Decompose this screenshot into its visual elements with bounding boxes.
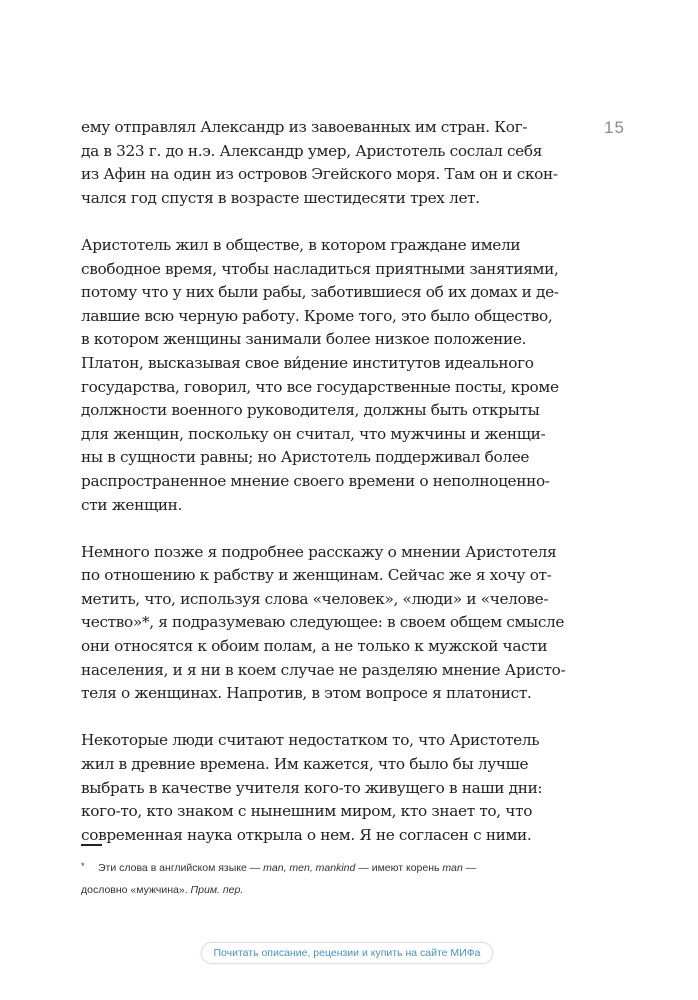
text-line: Аристотель жил в обществе, в котором граждане имели [81, 235, 521, 254]
text-line: распространенное мнение своего времени о неполноценно- [81, 471, 550, 490]
paragraph [81, 234, 559, 517]
text-line: из Афин на один из островов Эгейского моря. Там он и скон- [81, 165, 558, 184]
text-line: жил в древние времена. Им кажется, что было бы лучше [81, 755, 529, 774]
footnote-line-1 [81, 855, 551, 879]
text-line: для женщин, поскольку он считал, что мужчины и женщи- [81, 424, 546, 443]
text-line: Некоторые люди считают недостатком то, что Аристотель [81, 731, 540, 750]
translator-note: Прим. пер. [190, 884, 244, 896]
text-line: Немного позже я подробнее расскажу о мнении Аристотеля [81, 542, 557, 561]
text-line: свободное время, чтобы насладиться приятными занятиями, [81, 259, 559, 278]
footnote-text: дословно «мужчина». [81, 884, 191, 896]
text-line: они относятся к обоим полам, а не только к мужской части [81, 637, 548, 656]
footnote-text: — [462, 862, 477, 874]
text-line: должности военного руководителя, должны быть открыты [81, 401, 540, 420]
text-line: да в 323 г. до н.э. Александр умер, Аристотель сослал себя [81, 141, 543, 160]
text-line: в котором женщины занимали более низкое положение. [81, 330, 527, 349]
text-line: сти женщин. [81, 495, 183, 514]
text-line: лавшие всю черную работу. Кроме того, это было общество, [81, 306, 553, 325]
footnote-text: — имеют корень [355, 862, 443, 874]
text-line: ны в сущности равны; но Аристотель поддерживал более [81, 448, 530, 467]
text-line: теля о женщинах. Напротив, в этом вопросе я платонист. [81, 684, 532, 703]
paragraph [81, 116, 558, 210]
footnote [81, 855, 551, 901]
paragraph [81, 541, 566, 706]
footnote-line-2 [81, 879, 551, 901]
text-line: чество»*, я подразумеваю следующее: в своем общем смысле [81, 613, 565, 632]
footnote-text: Эти слова в английском языке — [98, 862, 264, 874]
text-line: метить, что, используя слова «человек», «люди» и «челове- [81, 589, 549, 608]
text-line: чался год спустя в возрасте шестидесяти трех лет. [81, 188, 480, 207]
text-line: Платон, высказывая свое ви́дение институтов идеального [81, 353, 534, 372]
store-link-button[interactable]: Почитать описание, рецензии и купить на сайте МИФа [201, 942, 493, 964]
text-line: потому что у них были рабы, заботившиеся об их домах и де- [81, 283, 559, 302]
text-line: государства, говорил, что все государственные посты, кроме [81, 377, 559, 396]
footnote-root-word: man [442, 862, 463, 874]
footnote-english-words: man, men, mankind [263, 862, 356, 874]
body-text [81, 116, 566, 871]
text-line: кого-то, кто знаком с нынешним миром, кто знает то, что [81, 802, 533, 821]
text-line: выбрать в качестве учителя кого-то живущего в наши дни: [81, 778, 543, 797]
text-line: ему отправлял Александр из завоеванных им стран. Ког- [81, 118, 528, 136]
paragraph [81, 729, 551, 847]
text-line: современная наука открыла о нем. Я не согласен с ними. [81, 825, 532, 844]
page-number: 15 [604, 118, 625, 137]
footnote-divider [81, 844, 102, 846]
footnote-marker: * [81, 861, 85, 871]
text-line: населения, и я ни в коем случае не разделяю мнение Аристо- [81, 660, 566, 679]
text-line: по отношению к рабству и женщинам. Сейчас же я хочу от- [81, 566, 552, 585]
